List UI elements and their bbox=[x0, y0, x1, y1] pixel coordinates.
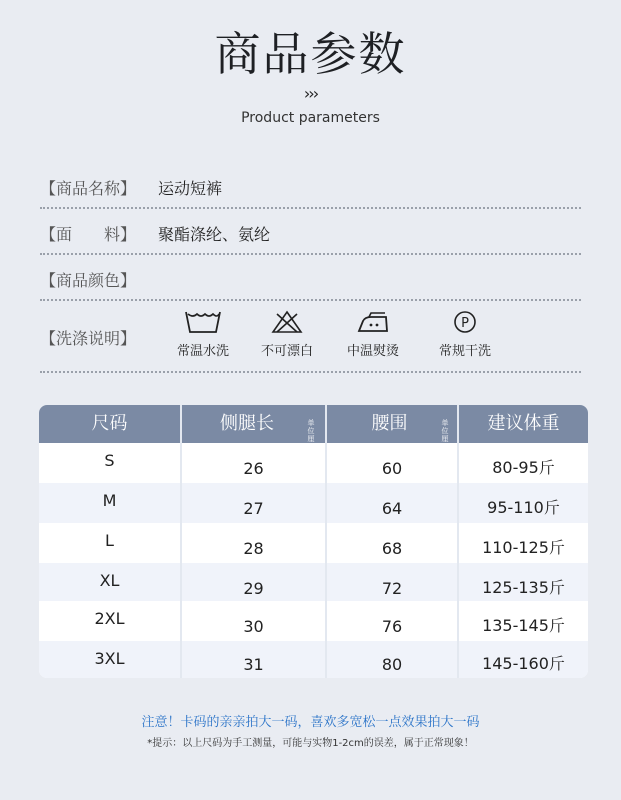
column-divider bbox=[180, 405, 182, 678]
cell-size: 2XL bbox=[94, 609, 125, 628]
dry-clean-p-icon bbox=[447, 310, 483, 334]
care-text: 常规干洗 bbox=[438, 344, 491, 359]
cell-size: L bbox=[105, 531, 114, 550]
table-header bbox=[39, 405, 588, 443]
wash-tub-icon bbox=[185, 310, 221, 334]
cell-leg: 26 bbox=[243, 459, 264, 478]
cell-weight: 145-160斤 bbox=[482, 654, 565, 673]
care-item-iron bbox=[328, 310, 418, 359]
cell-leg: 27 bbox=[243, 499, 264, 518]
table-row bbox=[39, 483, 588, 523]
size-tip: 注意！卡码的亲亲拍大一码，喜欢多宽松一点效果拍大一码 bbox=[141, 715, 480, 730]
care-item-dryclean bbox=[420, 310, 510, 359]
info-row-fabric bbox=[40, 218, 581, 255]
header-size: 尺码 bbox=[91, 413, 128, 434]
measurement-disclaimer: *提示：以上尺码为手工测量，可能与实物1-2cm的误差，属于正常现象！ bbox=[147, 738, 474, 749]
info-value: 聚酯涤纶、氨纶 bbox=[158, 225, 271, 244]
cell-waist: 60 bbox=[381, 459, 403, 478]
cell-size: S bbox=[104, 451, 115, 470]
header-waist: 腰围 bbox=[371, 413, 408, 434]
table-row bbox=[39, 443, 588, 483]
unit-label: 单位 厘 bbox=[441, 419, 449, 443]
table-row bbox=[39, 601, 588, 641]
table-row bbox=[39, 641, 588, 678]
care-text: 常温水洗 bbox=[176, 344, 229, 359]
cell-waist: 72 bbox=[381, 579, 403, 598]
no-bleach-icon bbox=[269, 310, 305, 334]
chevrons-icon: ››› bbox=[303, 84, 318, 103]
column-divider bbox=[457, 405, 459, 678]
cell-weight: 95-110斤 bbox=[487, 498, 560, 517]
care-item-bleach bbox=[242, 310, 332, 359]
info-row-color bbox=[40, 264, 581, 301]
care-text: 不可漂白 bbox=[260, 344, 313, 359]
table-row bbox=[39, 563, 588, 601]
cell-weight: 135-145斤 bbox=[482, 616, 565, 635]
cell-waist: 76 bbox=[381, 617, 403, 636]
cell-waist: 68 bbox=[381, 539, 403, 558]
header-weight: 建议体重 bbox=[487, 413, 560, 434]
cell-size: M bbox=[102, 491, 117, 510]
care-row bbox=[40, 310, 581, 373]
page-title: 商品参数 bbox=[214, 27, 407, 81]
cell-weight: 110-125斤 bbox=[482, 538, 565, 557]
iron-icon bbox=[355, 310, 391, 334]
cell-leg: 28 bbox=[243, 539, 264, 558]
info-label: 【商品颜色】 bbox=[40, 271, 137, 290]
cell-size: 3XL bbox=[94, 649, 125, 668]
cell-weight: 125-135斤 bbox=[482, 578, 565, 597]
svg-text:P: P bbox=[461, 316, 469, 331]
info-label: 【面 料】 bbox=[40, 225, 137, 244]
size-table bbox=[39, 405, 588, 678]
page-subtitle: Product parameters bbox=[241, 110, 380, 126]
table-row bbox=[39, 523, 588, 563]
care-label: 【洗涤说明】 bbox=[40, 329, 137, 348]
cell-waist: 80 bbox=[381, 655, 403, 674]
cell-leg: 30 bbox=[243, 617, 264, 636]
care-item-wash bbox=[158, 310, 248, 359]
header-leg-length: 侧腿长 bbox=[220, 413, 274, 434]
cell-leg: 29 bbox=[243, 579, 264, 598]
cell-waist: 64 bbox=[381, 499, 403, 518]
info-value: 运动短裤 bbox=[158, 179, 223, 198]
cell-size: XL bbox=[99, 571, 120, 590]
info-label: 【商品名称】 bbox=[40, 179, 137, 198]
cell-leg: 31 bbox=[243, 655, 264, 674]
unit-label: 单位 厘 bbox=[307, 419, 315, 443]
cell-weight: 80-95斤 bbox=[492, 458, 555, 477]
care-icons bbox=[158, 310, 498, 370]
info-row-name bbox=[40, 172, 581, 209]
column-divider bbox=[325, 405, 327, 678]
care-text: 中温熨烫 bbox=[346, 344, 399, 359]
